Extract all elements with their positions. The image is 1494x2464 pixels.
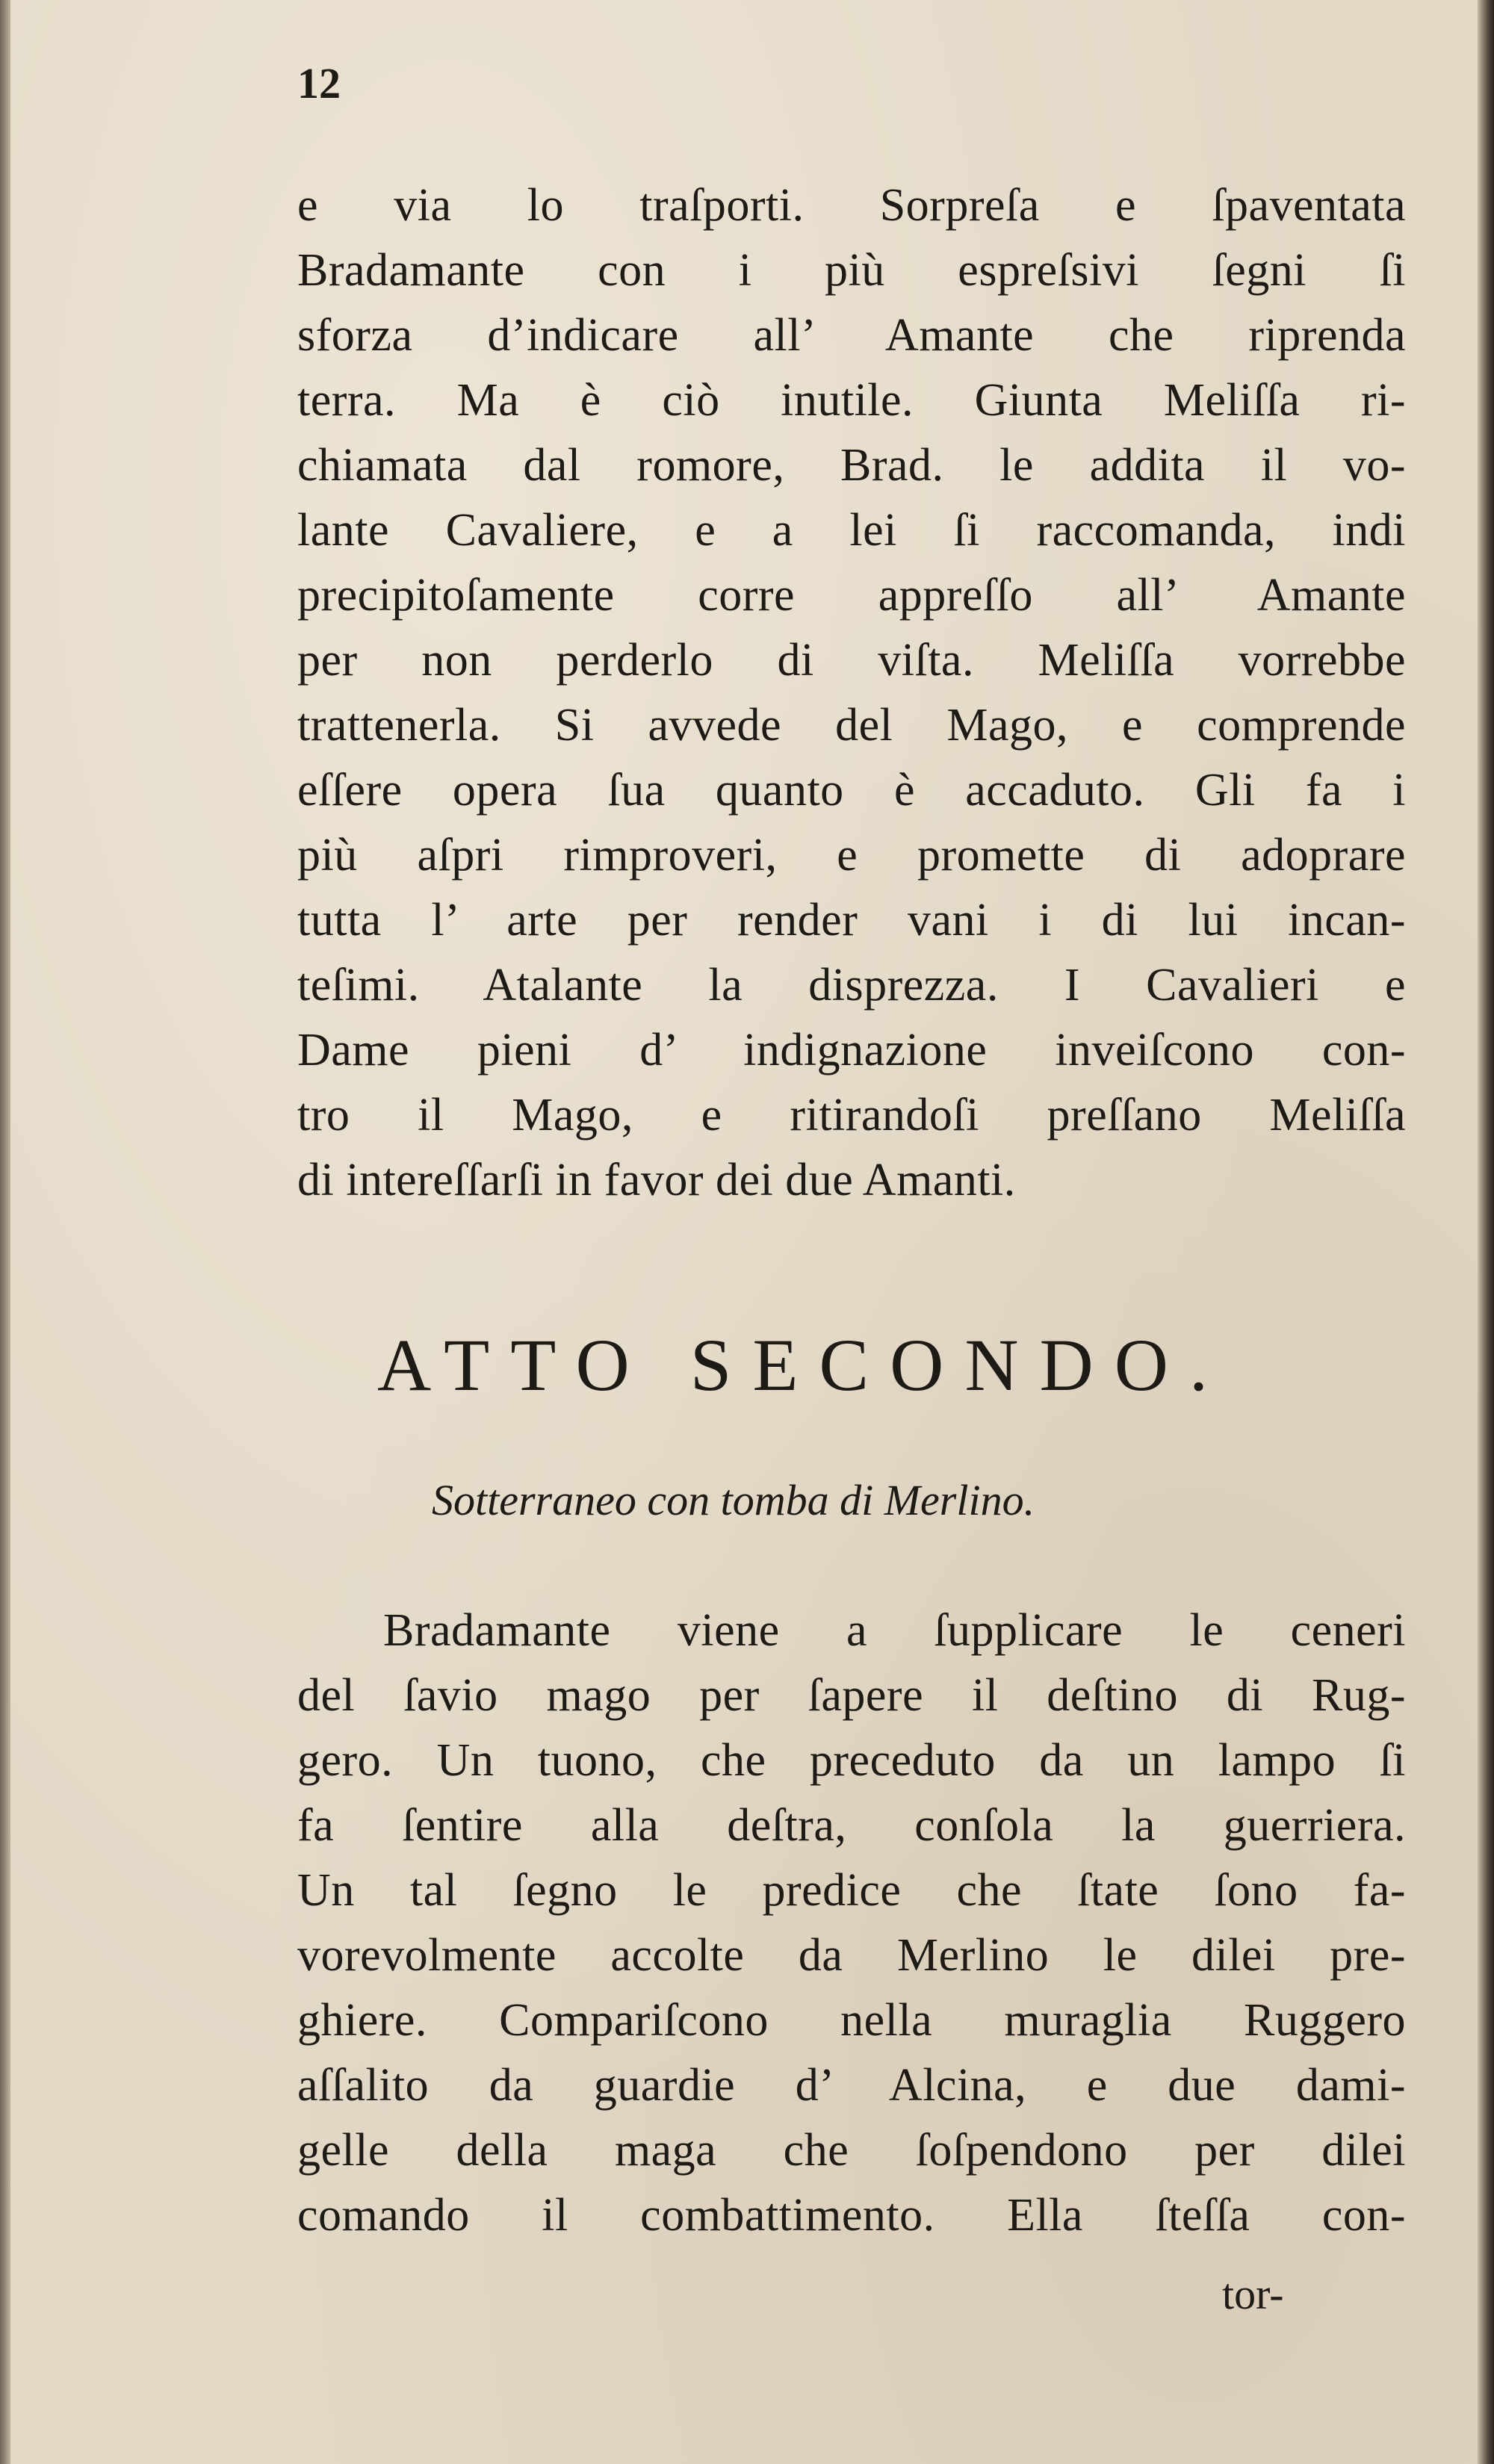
text-line: lante Cavaliere, e a lei ſi raccomanda, indi [297,505,1406,556]
text-line: più aſpri rimproveri, e promette di adoprare [297,830,1406,881]
text-line: per non perderlo di viſta. Meliſſa vorrebbe [297,635,1406,686]
text-line: eſſere opera ſua quanto è accaduto. Gli fa i [297,765,1406,816]
text-line: terra. Ma è ciò inutile. Giunta Meliſſa ri- [297,375,1406,426]
scene-subtitle: Sotterraneo con tomba di Merlino. [432,1476,1035,1524]
text-line: Bradamante con i più espreſsivi ſegni ſi [297,245,1406,296]
text-line: Un tal ſegno le predice che ſtate ſono fa- [297,1865,1406,1916]
text-line: tutta l’ arte per render vani i di lui incan- [297,895,1406,946]
paragraph-1 [297,173,1406,1213]
page-left-edge [0,0,10,2464]
paragraph-2 [297,1598,1406,2248]
text-line: ghiere. Compariſcono nella muraglia Ruggero [297,1995,1406,2046]
text-line: Dame pieni d’ indignazione inveiſcono con- [297,1025,1406,1076]
text-line: precipitoſamente corre appreſſo all’ Amante [297,570,1406,621]
page-right-edge [1478,0,1494,2464]
text-line: vorevolmente accolte da Merlino le dilei pre- [297,1930,1406,1981]
text-line: Bradamante viene a ſupplicare le ceneri [383,1605,1406,1656]
text-line: chiamata dal romore, Brad. le addita il vo- [297,440,1406,491]
text-line: del ſavio mago per ſapere il deſtino di Rug- [297,1670,1406,1721]
text-line: di intereſſarſi in favor dei due Amanti. [297,1155,1016,1205]
act-heading: ATTO SECONDO. [377,1323,1229,1406]
text-line: gelle della maga che ſoſpendono per dilei [297,2125,1406,2176]
text-line: fa ſentire alla deſtra, conſola la guerriera. [297,1800,1406,1851]
text-line: gero. Un tuono, che preceduto da un lampo ſi [297,1735,1406,1786]
text-line: sforza d’indicare all’ Amante che riprenda [297,310,1406,361]
page-number: 12 [297,59,341,108]
catchword: tor- [1222,2270,1284,2318]
text-line: tro il Mago, e ritirandoſi preſſano Meliſſa [297,1090,1406,1141]
text-line: teſimi. Atalante la disprezza. I Cavalieri e [297,960,1406,1011]
text-line: aſſalito da guardie d’ Alcina, e due dami- [297,2060,1406,2111]
text-line: e via lo traſporti. Sorpreſa e ſpaventata [297,180,1406,231]
text-line: comando il combattimento. Ella ſteſſa con- [297,2190,1406,2241]
text-line: trattenerla. Si avvede del Mago, e comprende [297,700,1406,751]
